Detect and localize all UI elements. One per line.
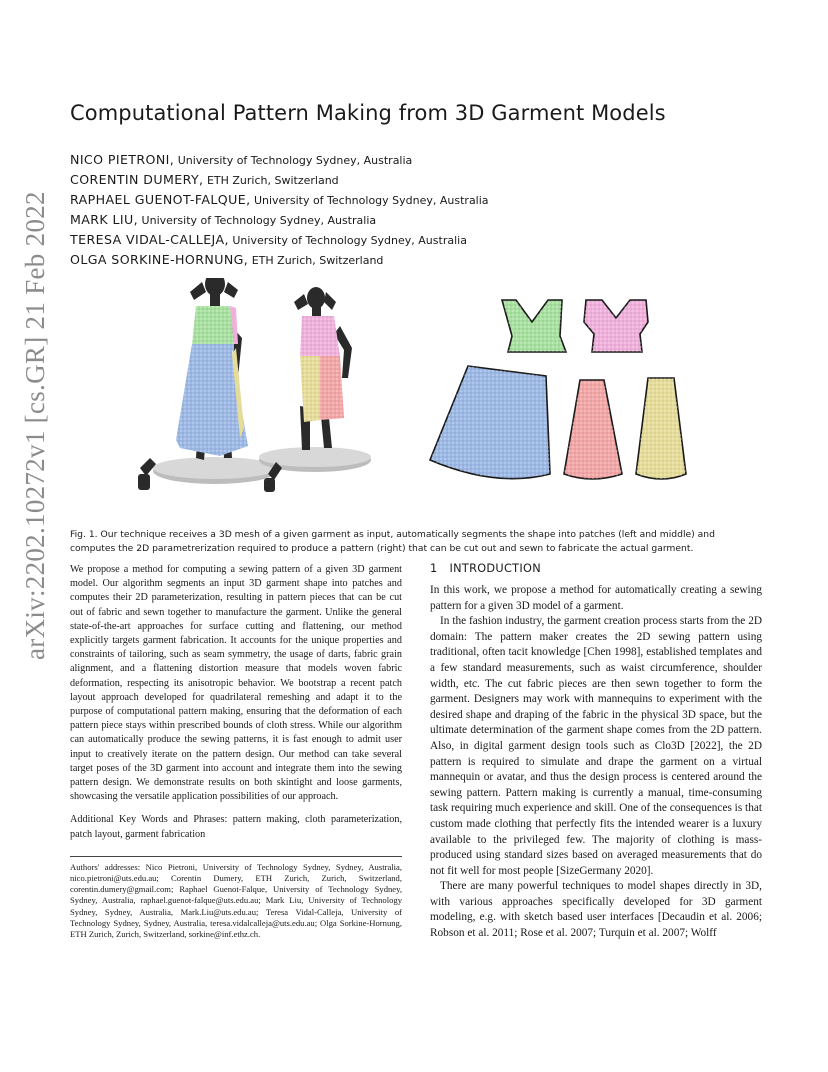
author-name: MARK LIU, bbox=[70, 212, 139, 227]
author-list bbox=[70, 150, 760, 270]
author-line bbox=[70, 210, 760, 230]
section-number: 1 bbox=[430, 562, 438, 575]
author-affiliation: ETH Zurich, Switzerland bbox=[248, 254, 384, 267]
author-affiliation: University of Technology Sydney, Australia bbox=[250, 194, 489, 207]
intro-paragraph: There are many powerful techniques to model shapes directly in 3D, with various approaches specifically developed for 3D garment modeling, e.g. with sketch based user interfaces [Decaudin et al. 2006; Robson et al. 2011; Rose et al. 2007; Turquin et al. 2007; Wolff bbox=[430, 880, 762, 940]
right-column bbox=[430, 561, 762, 942]
author-name: RAPHAEL GUENOT-FALQUE, bbox=[70, 192, 251, 207]
mannequin-middle bbox=[259, 287, 371, 492]
author-affiliation: University of Technology Sydney, Australia bbox=[138, 214, 377, 227]
intro-paragraph: In the fashion industry, the garment creation process starts from the 2D domain: The pattern maker creates the 2D sewing pattern using traditional, often tacit knowledge [Chen 1998], established templates and a few standard measurements, such as waist circumference, shoulder width, etc. The cut fabric pieces are then sewn together to form the garment. Designers may work with mannequins to experiment with the desired shape and draping of the fabric in the physical 3D space, but the ultimate determination of the garment shape comes from the 2D pattern. Also, in digital garment design tools such as Clo3D [2022], the 2D pattern is required to simulate and drape the garment on a virtual mannequin or avatar, and thus the design process is centered around the sewing pattern. Pattern making is currently a manual, time-consuming task requiring much experience and skill. One of the consequences is that custom made clothing that perfectly fits the intended wearer is a luxury available to the privileged few. The majority of clothing is mass-produced using standard sizes based on averaged measurements that do not fit well for most people [SizeGermany 2020]. bbox=[430, 615, 762, 877]
keywords: Additional Key Words and Phrases: pattern making, cloth parameterization, patch layout, garment fabrication bbox=[70, 814, 402, 840]
abstract: We propose a method for computing a sewing pattern of a given 3D garment model. Our algorithm segments an input 3D garment shape into patches and computes their 2D parameterization, resulting in pattern pieces that can be cut out of fabric and sewn together to manufacture the garment. Unlike the general state-of-the-art approaches for surface cutting and flattening, our method explicitly targets garment fabrication. It accounts for the unique properties and constraints of tailoring, such as seam symmetry, the usage of darts, fabric grain alignment, and a flattening distortion measure that models woven fabric deformation, respecting its anisotropic behavior. We bootstrap a recent patch layout approach developed for quadrilateral remeshing and adapt it to the purpose of computational pattern making, ensuring that the deformation of each pattern piece stays within prescribed bounds of cloth stress. While our algorithm can automatically produce the sewing patterns, it is fast enough to admit user input to creatively iterate on the pattern design. Our method can take several target poses of the 3D garment into account and integrate them into the sewing pattern design. We demonstrate results on both skintight and loose garments, showcasing the versatile application possibilities of our approach. bbox=[70, 564, 402, 803]
intro-paragraph: In this work, we propose a method for automatically creating a sewing pattern for a given 3D model of a garment. bbox=[430, 584, 762, 612]
author-addresses: Authors' addresses: Nico Pietroni, University of Technology Sydney, Sydney, Australia, nico.pietroni@uts.edu.au; Corentin Dumery, ETH Zurich, Zurich, Switzerland, corentin.dumery@gmail.com; Raphael Guenot-Falque, University of Technology Sydney, Sydney, Australia, raphael.guenot-falque@uts.edu.au; Mark Liu, University of Technology Sydney, Sydney, Australia, Mark.Liu@uts.edu.au; Teresa Vidal-Calleja, University of Technology Sydney, Sydney, Australia, teresa.vidalcalleja@uts.edu.au; Olga Sorkine-Hornung, ETH Zurich, Zurich, Switzerland, sorkine@inf.ethz.ch. bbox=[70, 861, 402, 940]
author-line bbox=[70, 190, 760, 210]
author-line bbox=[70, 170, 760, 190]
author-name: CORENTIN DUMERY, bbox=[70, 172, 204, 187]
figure-caption: Fig. 1. Our technique receives a 3D mesh of a given garment as input, automatically segments the shape into patches (left and middle) and computes the 2D parametrerization required to produce a pattern (right) that can be cut out and sewn to fabricate the actual garment. bbox=[70, 529, 715, 554]
mannequin-left bbox=[138, 278, 277, 490]
author-affiliation: University of Technology Sydney, Australia bbox=[228, 234, 467, 247]
author-name: OLGA SORKINE-HORNUNG, bbox=[70, 252, 249, 267]
author-line bbox=[70, 250, 760, 270]
section-heading bbox=[430, 561, 762, 577]
teaser-illustration bbox=[120, 278, 760, 508]
section-title: INTRODUCTION bbox=[449, 562, 541, 575]
left-column bbox=[70, 563, 402, 940]
arxiv-identifier: arXiv:2202.10272v1 [cs.GR] 21 Feb 2022 bbox=[20, 191, 50, 660]
author-affiliation: ETH Zurich, Switzerland bbox=[203, 174, 339, 187]
author-line bbox=[70, 150, 760, 170]
paper-title: Computational Pattern Making from 3D Garment Models bbox=[70, 101, 666, 125]
teaser-figure bbox=[120, 278, 760, 508]
author-affiliation: University of Technology Sydney, Australia bbox=[174, 154, 413, 167]
author-name: TERESA VIDAL-CALLEJA, bbox=[70, 232, 229, 247]
author-line bbox=[70, 230, 760, 250]
author-name: NICO PIETRONI, bbox=[70, 152, 175, 167]
footnote-divider bbox=[70, 856, 402, 857]
pattern-pieces bbox=[430, 300, 686, 479]
